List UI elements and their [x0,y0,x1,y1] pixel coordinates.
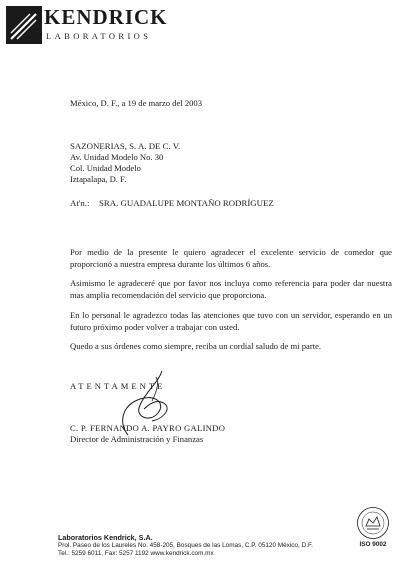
iso-certification-seal-icon [356,506,390,540]
iso-label: ISO 9002 [359,541,387,548]
attention-name: SRA. GUADALUPE MONTAÑO RODRÍGUEZ [99,198,274,208]
letter-date: México, D. F., a 19 de marzo del 2003 [70,98,203,108]
closing-salutation: ATENTAMENTE [70,381,166,391]
footer-address: Prol. Paseo de los Laureles No. 458-205, Bosques de las Lomas, C.P. 05120 México, D.F. [58,542,313,549]
footer-contact: Tel.: 5259 6011, Fax: 5257 1192 www.kendrick.com.mx [58,550,214,557]
body-paragraph: En lo personal le agradezco todas las atenciones que tuvo con un servidor, esperando en un futuro próximo poder volver a trabajar con usted. [70,310,392,332]
body-paragraph: Asimismo le agradeceré que por favor nos incluya como referencia para poder dar nuestra mas amplia recomendación del servicio que proporciona. [70,278,392,300]
kendrick-logo-icon [6,6,42,44]
body-paragraph: Por medio de la presente le quiero agradecer el excelente servicio de comedor que proporcionó a nuestra empresa durante los últimos 6 años. [70,247,392,269]
recipient-address-line: Av. Unidad Modelo No. 30 [70,152,164,162]
attention-label: At'n.: [70,198,90,208]
recipient-company: SAZONERIAS, S. A. DE C. V. [70,141,181,151]
brand-subtitle: LABORATORIOS [46,31,152,41]
brand-name: KENDRICK [44,5,168,29]
recipient-address-line: Iztapalapa, D. F. [70,174,127,184]
footer-company: Laboratorios Kendrick, S.A. [58,533,153,542]
signer-name: C. P. FERNANDO A. PAYRO GALINDO [70,423,226,433]
signer-title: Director de Administración y Finanzas [70,434,204,444]
recipient-address-line: Col. Unidad Modelo [70,163,141,173]
body-paragraph: Quedo a sus órdenes como siempre, reciba un cordial saludo de mi parte. [70,341,322,351]
